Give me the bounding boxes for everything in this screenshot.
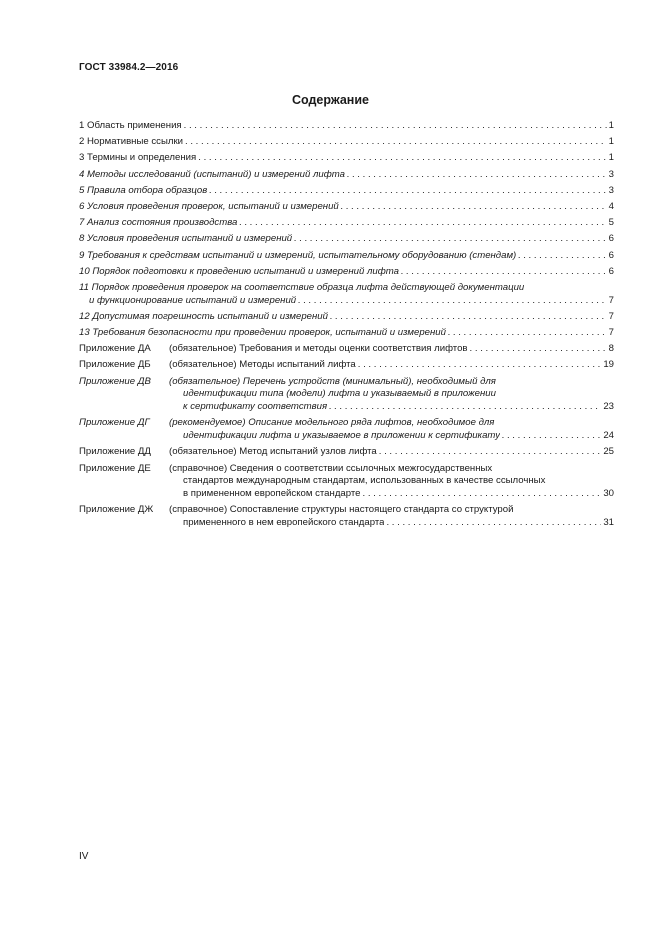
toc-page-number: 7 <box>608 310 614 322</box>
toc-entry-lines <box>79 311 614 324</box>
toc-entry-row <box>79 120 614 133</box>
toc-entry[interactable] <box>79 311 614 324</box>
appendix-body <box>169 463 614 501</box>
toc-entry-text: 3 Термины и определения <box>79 152 197 164</box>
appendix-body <box>169 446 614 459</box>
leader-dots <box>379 446 602 459</box>
appendix-body <box>169 343 614 356</box>
toc-entry-lines <box>79 152 614 165</box>
toc-entry-text: 2 Нормативные ссылки <box>79 136 184 148</box>
page-number: IV <box>79 851 89 862</box>
leader-dots <box>448 327 607 340</box>
appendix-text: (обязательное) Требования и методы оценки соответствия лифтов <box>169 343 468 355</box>
toc-page-number: 5 <box>608 217 614 229</box>
toc-entry-lines <box>79 266 614 279</box>
appendix-page-number: 19 <box>603 359 614 371</box>
leader-dots <box>347 169 607 182</box>
toc-page-number: 1 <box>608 136 614 148</box>
appendix-row <box>169 359 614 372</box>
toc-entry-lines <box>79 282 614 308</box>
appendix-page-number: 25 <box>603 446 614 458</box>
appendix-body <box>169 504 614 530</box>
toc-entry[interactable] <box>79 136 614 149</box>
appendix-text: примененного в нем европейского стандарта <box>183 517 385 529</box>
toc-page-number: 1 <box>608 120 614 131</box>
toc-entry-lines <box>79 217 614 230</box>
appendix-label: Приложение ДВ <box>79 375 151 387</box>
appendix-row <box>169 343 614 356</box>
page-title: Содержание <box>291 93 369 107</box>
toc-page-number: 4 <box>608 200 614 212</box>
leader-dots <box>358 359 602 372</box>
toc-entry-lines <box>79 327 614 340</box>
toc-entry-row <box>79 217 614 230</box>
leader-dots <box>502 430 601 443</box>
appendix-page-number: 8 <box>608 343 614 355</box>
leader-dots <box>298 295 607 308</box>
toc-entry-row <box>79 169 614 182</box>
leader-dots <box>386 517 601 530</box>
leader-dots <box>294 233 607 246</box>
toc-entry[interactable] <box>79 201 614 214</box>
leader-dots <box>518 250 606 263</box>
toc-entry-lines <box>79 233 614 246</box>
appendix-page-number: 30 <box>603 488 614 500</box>
leader-dots <box>330 311 607 324</box>
toc-entry[interactable] <box>79 250 614 263</box>
toc-entry-lines <box>79 136 614 149</box>
appendix-label: Приложение ДБ <box>79 359 151 371</box>
toc-entry-lines <box>79 120 614 133</box>
toc-entry-row <box>79 327 614 340</box>
appendix-page-number: 31 <box>603 517 614 529</box>
leader-dots <box>470 343 607 356</box>
toc-entry-row <box>79 201 614 214</box>
toc-entry-row <box>79 250 614 263</box>
toc-page-number: 1 <box>608 152 614 164</box>
appendix-entry[interactable] <box>79 504 614 530</box>
appendix-entry[interactable] <box>79 376 614 414</box>
toc-entry-text: 1 Область применения <box>79 120 182 131</box>
appendix-label: Приложение ДЕ <box>79 462 151 474</box>
appendix-row <box>169 488 614 501</box>
appendix-text: (справочное) Сопоставление структуры настоящего стандарта со структурой <box>169 504 514 516</box>
appendix-row <box>169 517 614 530</box>
toc-page-number: 7 <box>608 327 614 339</box>
leader-dots <box>363 488 602 501</box>
leader-dots <box>198 152 606 165</box>
appendix-text: в примененном европейском стандарте <box>183 488 361 500</box>
appendix-body <box>169 359 614 372</box>
appendix-label: Приложение ДА <box>79 343 151 355</box>
toc-entry-row <box>79 152 614 165</box>
appendix-entry[interactable] <box>79 446 614 459</box>
appendix-text: (обязательное) Перечень устройств (минимальный), необходимый для <box>169 375 496 387</box>
appendix-row <box>169 446 614 459</box>
leader-dots <box>209 185 606 198</box>
toc-entry[interactable] <box>79 282 614 308</box>
appendix-page-number: 24 <box>603 430 614 442</box>
appendix-row <box>169 401 614 414</box>
toc-entry[interactable] <box>79 152 614 165</box>
appendix-body <box>169 376 614 414</box>
appendix-label: Приложение ДЖ <box>79 504 154 516</box>
appendix-row <box>169 430 614 443</box>
toc-page-number: 6 <box>608 265 614 277</box>
toc-entry-text: 13 Требования безопасности при проведении проверок, испытаний и измерений <box>79 327 446 339</box>
toc-page-number: 7 <box>608 294 614 306</box>
appendix-entry[interactable] <box>79 417 614 443</box>
leader-dots <box>329 401 601 414</box>
toc-entry[interactable] <box>79 185 614 198</box>
appendix-text: к сертификату соответствия <box>183 401 328 413</box>
toc-entry-text: 9 Требования к средствам испытаний и измерений, испытательному оборудованию (стендам) <box>79 249 517 261</box>
leader-dots <box>239 217 606 230</box>
toc-entry-lines <box>79 185 614 198</box>
table-of-contents <box>79 120 614 533</box>
document-id: ГОСТ 33984.2—2016 <box>79 62 179 73</box>
appendix-text: (обязательное) Методы испытаний лифта <box>169 359 356 371</box>
toc-entry-text: 6 Условия проведения проверок, испытаний и измерений <box>79 200 339 212</box>
appendix-text: (обязательное) Метод испытаний узлов лифта <box>169 446 377 458</box>
toc-entry-lines <box>79 201 614 214</box>
toc-entry[interactable] <box>79 169 614 182</box>
leader-dots <box>184 120 607 133</box>
leader-dots <box>185 136 607 149</box>
appendix-entry[interactable] <box>79 463 614 501</box>
leader-dots <box>341 201 607 214</box>
toc-entry-row <box>79 233 614 246</box>
appendix-text: стандартов международным стандартам, использованных в качестве ссылочных <box>183 475 546 487</box>
toc-entry[interactable] <box>79 217 614 230</box>
appendix-entry[interactable] <box>79 343 614 356</box>
appendix-text: (справочное) Сведения о соответствии ссылочных межгосударственных <box>169 462 493 474</box>
appendix-entry[interactable] <box>79 359 614 372</box>
appendix-page-number: 23 <box>603 401 614 413</box>
toc-entry-row <box>79 266 614 279</box>
toc-page-number: 6 <box>608 233 614 245</box>
leader-dots <box>401 266 607 279</box>
toc-page-number: 6 <box>608 249 614 261</box>
appendix-text: идентификации типа (модели) лифта и указываемый в приложении <box>183 388 496 400</box>
toc-entry[interactable] <box>79 233 614 246</box>
toc-entry-text: 10 Порядок подготовки к проведению испытаний и измерений лифта <box>79 265 399 277</box>
toc-entry-row <box>79 311 614 324</box>
toc-entry-text: и функционирование испытаний и измерений <box>89 294 297 306</box>
toc-entry[interactable] <box>79 327 614 340</box>
toc-page-number: 3 <box>608 168 614 180</box>
appendix-text: идентификации лифта и указываемое в приложении к сертификату <box>183 430 501 442</box>
toc-entry-text: 12 Допустимая погрешность испытаний и измерений <box>79 310 328 322</box>
toc-page-number: 3 <box>608 184 614 196</box>
toc-entry-text: 8 Условия проведения испытаний и измерений <box>79 233 293 245</box>
toc-entry-text: 11 Порядок проведения проверок на соответствие образца лифта действующей документации <box>79 281 525 293</box>
toc-entry-text: 5 Правила отбора образцов <box>79 184 208 196</box>
toc-entry[interactable] <box>79 266 614 279</box>
appendix-body <box>169 417 614 443</box>
toc-entry-row <box>79 295 614 308</box>
appendix-text: (рекомендуемое) Описание модельного ряда лифтов, необходимое для <box>169 417 495 429</box>
toc-entry-text: 4 Методы исследований (испытаний) и измерений лифта <box>79 168 345 180</box>
toc-entry-lines <box>79 250 614 263</box>
appendix-label: Приложение ДД <box>79 446 151 458</box>
toc-entry-row <box>79 136 614 149</box>
toc-entry-lines <box>79 169 614 182</box>
toc-entry[interactable] <box>79 120 614 133</box>
appendix-label: Приложение ДГ <box>79 417 150 429</box>
toc-entry-text: 7 Анализ состояния производства <box>79 217 238 229</box>
toc-entry-row <box>79 185 614 198</box>
